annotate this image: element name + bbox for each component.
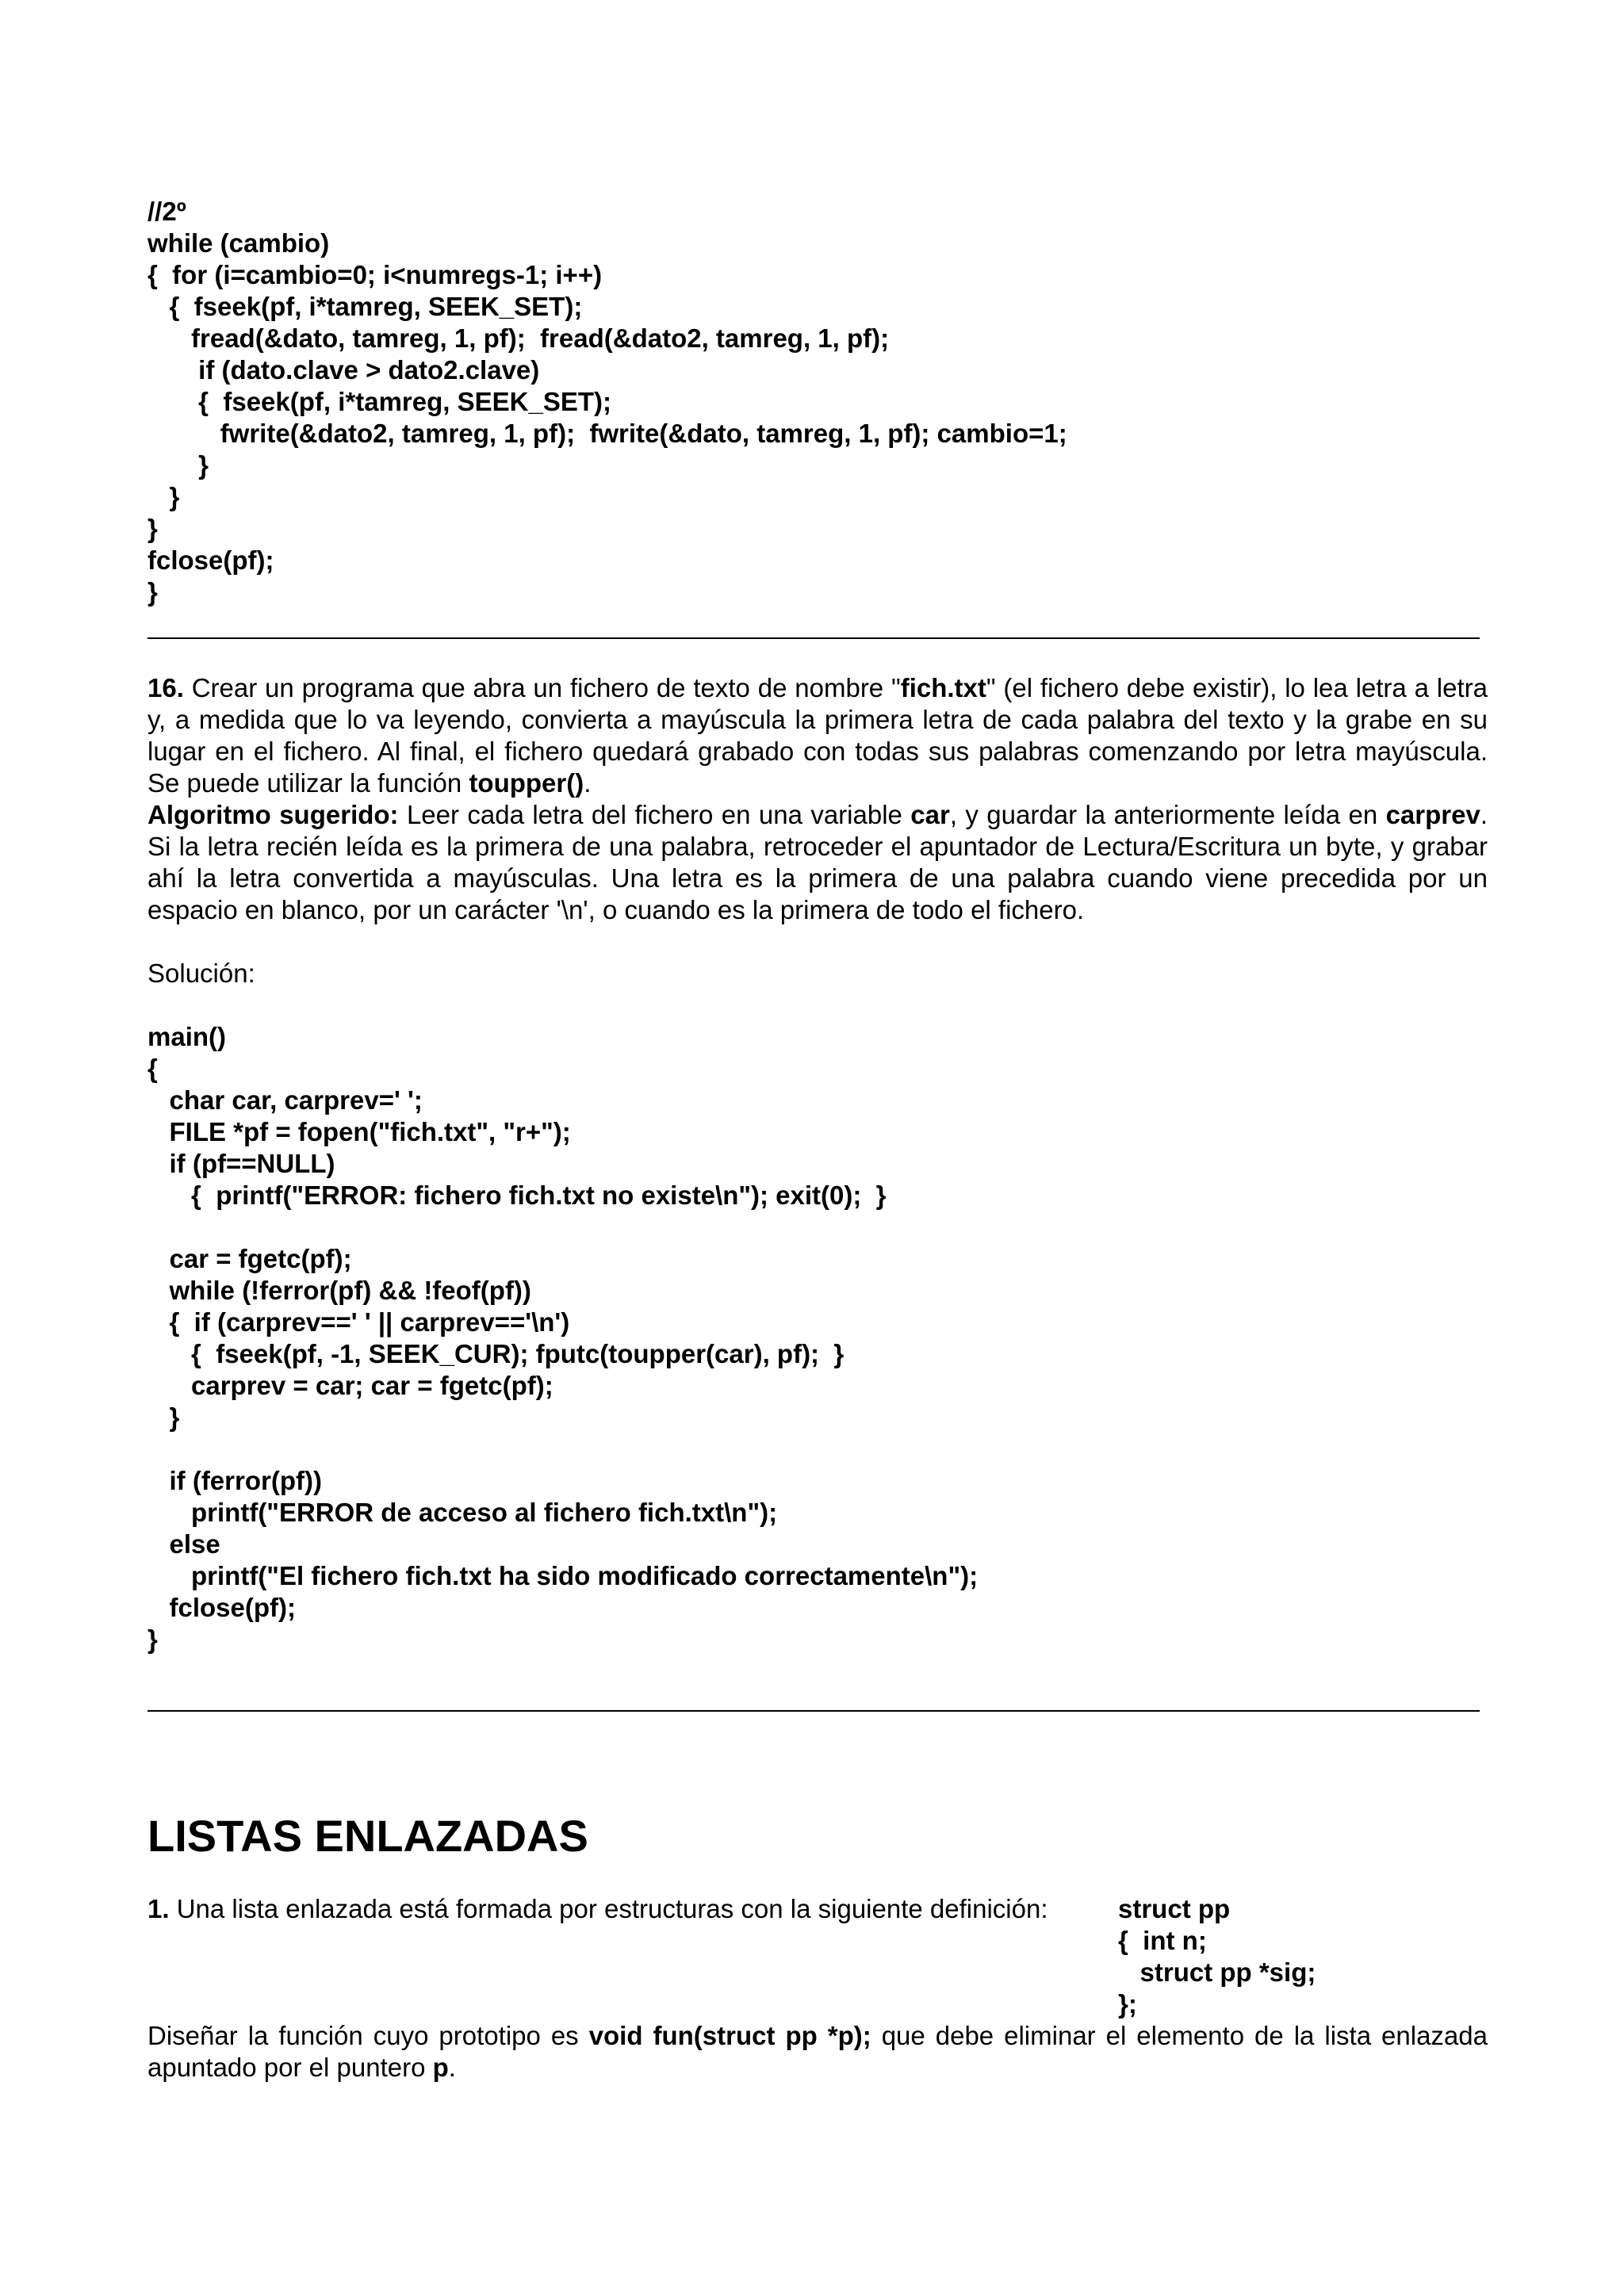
section-title: LISTAS ENLAZADAS <box>147 1811 588 1861</box>
exercise-text: . <box>584 768 592 798</box>
variable-name: car <box>910 800 950 829</box>
exercise-number: 16. <box>147 673 184 702</box>
algorithm-text: . Si la letra recién leída es la primera de una palabra, retroceder el apuntador de Lectura/Escritura un byte, y grabar ahí la letra convertida a mayúsculas. Una letra es la primera de una palabra cuando viene precedida por un espacio en blanco, por un carácter '\n', o cuando es la primera de todo el fichero. <box>147 800 1488 924</box>
filename: fich.txt <box>900 673 986 702</box>
function-name: toupper() <box>469 768 584 798</box>
exercise-text: Diseñar la función cuyo prototipo es <box>147 2021 589 2050</box>
algorithm-label: Algoritmo sugerido: <box>147 800 399 829</box>
exercise-text: " (el fichero debe existir), lo lea letra a letra y, a medida que lo va leyendo, convierta a mayúscula la primera letra de cada palabra del texto y la grabe en su lugar en el fichero. Al final, el fichero quedará grabado con todas sus palabras comenzando por letra mayúscula. Se puede utilizar la función <box>147 673 1488 798</box>
exercise-text: . <box>448 2053 456 2082</box>
algorithm-text: , y guardar la anteriormente leída en <box>949 800 1386 829</box>
exercise-text: Una lista enlazada está formada por estructuras con la siguiente definición: <box>169 1894 1048 1923</box>
horizontal-divider <box>147 637 1480 639</box>
exercise-text: Crear un programa que abra un fichero de texto de nombre " <box>183 673 901 702</box>
exercise-1-task <box>147 2020 1488 2084</box>
bubble-sort-code-fragment: //2º while (cambio) { for (i=cambio=0; i<numregs-1; i++) { fseek(pf, i*tamreg, SEEK_SET); fread(&dato, tamreg, 1, pf); fread(&dato2, tamreg, 1, pf); if (dato.clave > dato2.clave) { fseek(pf, i*tamreg, SEEK_SET); fwrite(&dato2, tamreg, 1, pf); fwrite(&dato, tamreg, 1, pf); cambio=1; } } } fclose(pf); } <box>147 197 1067 607</box>
exercise-text: que debe eliminar el elemento de la lista enlazada apuntado por el puntero <box>147 2021 1488 2082</box>
horizontal-divider <box>147 1710 1480 1712</box>
pointer-name: p <box>432 2053 449 2082</box>
suggested-algorithm <box>147 799 1488 926</box>
struct-definition-code: struct pp { int n; struct pp *sig; }; <box>1118 1894 1316 2019</box>
exercise-1-intro <box>147 1893 1048 1925</box>
exercise-number: 1. <box>147 1894 170 1923</box>
algorithm-text: Leer cada letra del fichero en una variable <box>398 800 911 829</box>
exercise-16-statement <box>147 672 1488 799</box>
solution-code: main() { char car, carprev=' '; FILE *pf = fopen("fich.txt", "r+"); if (pf==NULL) { printf("ERROR: fichero fich.txt no existe\n"); exit(0); } car = fgetc(pf); while (!ferror(pf) && !feof(pf)) { if (carprev==' ' || carprev=='\n') { fseek(pf, -1, SEEK_CUR); fputc(toupper(car), pf); } carprev = car; car = fgetc(pf); } if (ferror(pf)) printf("ERROR de acceso al fichero fich.txt\n"); else printf("El fichero fich.txt ha sido modificado correctamente\n"); fclose(pf); } <box>147 1022 979 1654</box>
variable-name: carprev <box>1385 800 1480 829</box>
solution-label: Solución: <box>147 959 255 988</box>
function-prototype: void fun(struct pp *p); <box>588 2021 871 2050</box>
